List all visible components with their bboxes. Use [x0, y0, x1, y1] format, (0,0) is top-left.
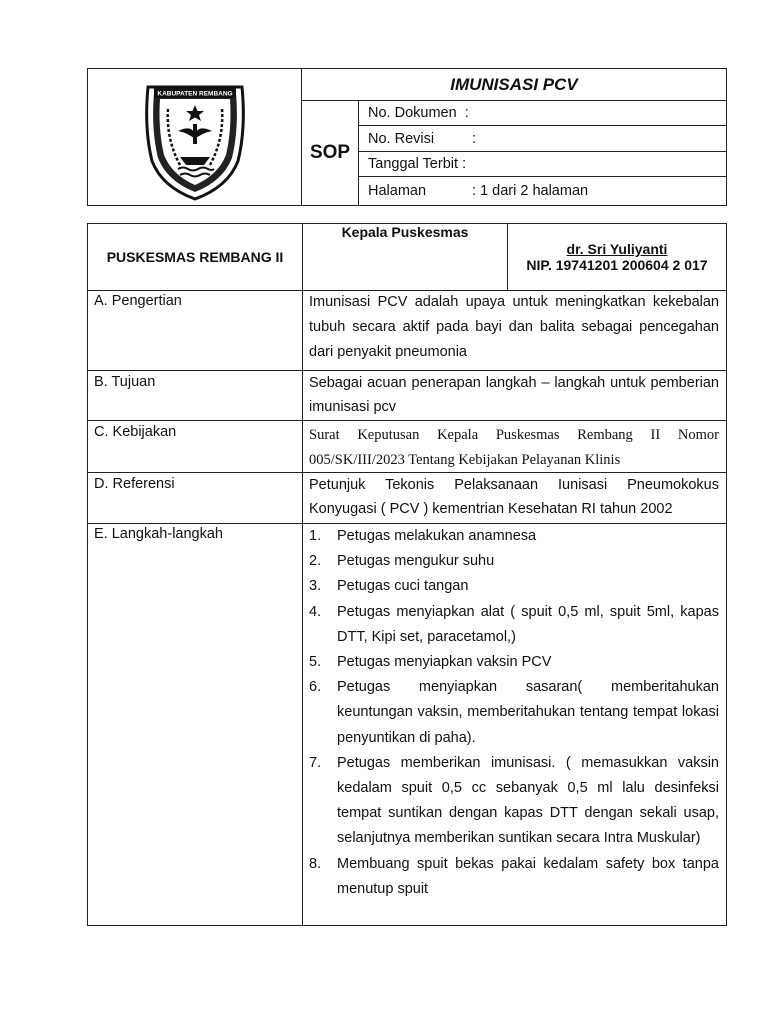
- step-number: 7.: [309, 754, 322, 771]
- meta-row-revisi: [359, 126, 726, 152]
- list-item: [309, 675, 719, 751]
- step-text: Petugas menyiapkan vaksin PCV: [337, 654, 552, 671]
- step-text: Petugas melakukan anamnesa: [337, 528, 537, 544]
- step-number: 5.: [309, 654, 322, 671]
- section-c-label: C. Kebijakan: [94, 424, 177, 440]
- section-e-label: E. Langkah-langkah: [94, 526, 223, 542]
- logo-cell: [88, 69, 302, 205]
- kepala-role: Kepala Puskesmas: [341, 224, 469, 240]
- content-table: [87, 223, 727, 926]
- list-item: [309, 852, 719, 902]
- header-table: [87, 68, 727, 206]
- section-a-text: Imunisasi PCV adalah upaya untuk meningkatkan kekebalan tubuh secara aktif pada bayi dan balita sebagai pencegahan dari penyakit pneumonia: [309, 294, 719, 360]
- list-item: [309, 650, 719, 675]
- section-b-label: B. Tujuan: [94, 374, 156, 390]
- section-c-text: Surat Keputusan Kepala Puskesmas Rembang II Nomor 005/SK/III/2023 Tentang Kebijakan Pelayanan Klinis: [309, 427, 719, 468]
- step-number: 6.: [309, 679, 322, 696]
- kepala-nip: NIP. 19741201 200604 2 017: [526, 257, 708, 273]
- section-d-label: D. Referensi: [94, 476, 175, 492]
- list-item: [309, 751, 719, 852]
- section-b-text: Sebagai acuan penerapan langkah – langkah untuk pemberian imunisasi pcv: [309, 375, 719, 415]
- step-text: Petugas menyiapkan sasaran( memberitahukan keuntungan vaksin, memberitahukan tentang tempat lokasi penyuntikan di paha).: [337, 679, 719, 746]
- meta-sep: :: [462, 156, 467, 172]
- list-item: [309, 600, 719, 650]
- meta-sep: :: [472, 131, 477, 147]
- sop-label: SOP: [302, 101, 359, 205]
- meta-row-dokumen: [359, 101, 726, 126]
- step-number: 8.: [309, 855, 322, 872]
- step-text: Petugas cuci tangan: [337, 578, 469, 595]
- puskesmas-name: PUSKESMAS REMBANG II: [106, 249, 284, 265]
- meta-row-halaman: [359, 177, 726, 205]
- meta-value: 1 dari 2 halaman: [480, 183, 589, 199]
- logo-banner-text: KABUPATEN REMBANG: [157, 90, 233, 98]
- meta-row-tanggal: [359, 152, 726, 177]
- sop-title: IMUNISASI PCV: [302, 69, 726, 101]
- step-text: Membuang spuit bekas pakai kedalam safety box tanpa menutup spuit: [337, 855, 719, 897]
- steps-list: [309, 524, 719, 902]
- step-number: 4.: [309, 603, 322, 620]
- meta-label: No. Dokumen: [368, 105, 457, 121]
- section-d-text: Petunjuk Tekonis Pelaksanaan Iunisasi Pneumokokus Konyugasi ( PCV ) kementrian Kesehatan RI tahun 2002: [309, 477, 719, 517]
- meta-label: Tanggal Terbit: [368, 156, 459, 172]
- step-number: 1.: [309, 528, 322, 544]
- kepala-name: dr. Sri Yuliyanti: [566, 241, 668, 257]
- list-item: [309, 574, 719, 599]
- kabupaten-rembang-emblem-icon: [88, 69, 302, 205]
- meta-label: No. Revisi: [368, 131, 435, 147]
- step-text: Petugas menyiapkan alat ( spuit 0,5 ml, spuit 5ml, kapas DTT, Kipi set, paracetamol,): [337, 603, 719, 645]
- meta-label: Halaman: [368, 183, 427, 199]
- step-text: Petugas mengukur suhu: [337, 553, 495, 570]
- step-number: 2.: [309, 553, 322, 570]
- list-item: [309, 549, 719, 574]
- meta-sep: :: [472, 183, 477, 199]
- section-a-label: A. Pengertian: [94, 293, 182, 309]
- step-text: Petugas memberikan imunisasi. ( memasukkan vaksin kedalam spuit 0,5 cc sebanyak 0,5 ml lalu desinfeksi tempat suntikan dengan kapas DTT dengan sekali usap, selanjutnya memberikan suntikan secara Intra Muskular): [337, 754, 719, 847]
- list-item: [309, 524, 719, 549]
- step-number: 3.: [309, 578, 322, 595]
- meta-sep: :: [464, 105, 469, 121]
